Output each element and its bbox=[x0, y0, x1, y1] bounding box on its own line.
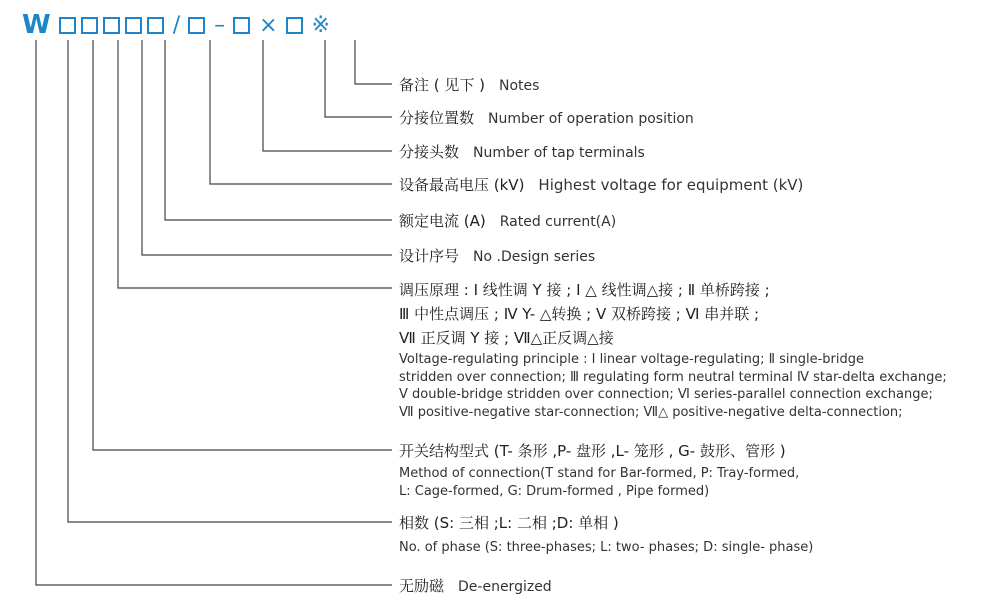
leader-principle bbox=[118, 40, 392, 288]
label-principle-en bbox=[399, 351, 947, 421]
current-en: Rated current(A) bbox=[499, 214, 617, 230]
label-design bbox=[399, 245, 595, 266]
label-taps bbox=[399, 141, 645, 162]
label-voltage bbox=[399, 174, 803, 195]
deenergized-en: De-energized bbox=[458, 579, 552, 595]
positions-en: Number of operation position bbox=[488, 111, 694, 127]
phase-cn: 相数 (S: 三相 ;L: 二相 ;D: 单相 ) bbox=[399, 514, 619, 532]
switch-en-line-1: Method of connection(T stand for Bar-formed, P: Tray-formed, bbox=[399, 466, 800, 481]
leader-voltage bbox=[210, 40, 392, 184]
label-positions bbox=[399, 107, 694, 128]
taps-cn: 分接头数 bbox=[399, 143, 460, 161]
label-principle-cn bbox=[399, 278, 770, 350]
phase-en: No. of phase (S: three-phases; L: two- phases; D: single- phase) bbox=[399, 540, 814, 555]
code-prefix: W bbox=[22, 10, 51, 40]
design-cn: 设计序号 bbox=[399, 247, 460, 265]
principle-en-line-2: stridden over connection; Ⅲ regulating form neutral terminal Ⅳ star-delta exchange; bbox=[399, 369, 947, 385]
principle-cn-line-2: Ⅲ 中性点调压 ; Ⅳ Y- △转换 ; Ⅴ 双桥跨接 ; Ⅵ 串并联 ; bbox=[399, 305, 760, 323]
leader-switch bbox=[93, 40, 392, 450]
leader-deenergized bbox=[36, 40, 392, 585]
code-times: × bbox=[259, 12, 278, 38]
voltage-en: Highest voltage for equipment (kV) bbox=[538, 176, 804, 194]
label-switch-en bbox=[399, 465, 799, 500]
taps-en: Number of tap terminals bbox=[473, 145, 645, 161]
leader-current bbox=[165, 40, 392, 220]
label-phase-cn bbox=[399, 512, 619, 533]
label-deenergized bbox=[399, 575, 552, 596]
switch-cn: 开关结构型式 (T- 条形 ,P- 盘形 ,L- 笼形 , G- 鼓形、管形 ) bbox=[399, 442, 786, 460]
switch-en-line-2: L: Cage-formed, G: Drum-formed , Pipe formed) bbox=[399, 483, 710, 499]
code-note-symbol: ※ bbox=[311, 12, 330, 38]
principle-en-line-1: Voltage-regulating principle : Ⅰ linear voltage-regulating; Ⅱ single-bridge bbox=[399, 352, 865, 367]
label-switch-cn bbox=[399, 440, 786, 461]
principle-cn-line-1: 调压原理 : Ⅰ 线性调 Y 接 ; Ⅰ △ 线性调△接 ; Ⅱ 单桥跨接 ; bbox=[399, 281, 770, 299]
notes-en: Notes bbox=[499, 78, 540, 94]
label-phase-en bbox=[399, 539, 813, 557]
leader-taps bbox=[263, 40, 392, 151]
leader-positions bbox=[325, 40, 392, 117]
notes-cn: 备注 ( 见下 ) bbox=[399, 76, 486, 94]
label-current bbox=[399, 210, 616, 231]
voltage-cn: 设备最高电压 (kV) bbox=[399, 176, 525, 194]
principle-en-line-3: Ⅴ double-bridge stridden over connection; Ⅵ series-parallel connection exchange; bbox=[399, 387, 933, 402]
code-dash: – bbox=[214, 12, 226, 38]
code-slash: / bbox=[172, 12, 181, 38]
label-notes bbox=[399, 74, 539, 95]
deenergized-cn: 无励磁 bbox=[399, 577, 445, 595]
leader-notes bbox=[355, 40, 392, 84]
design-en: No .Design series bbox=[473, 249, 596, 265]
positions-cn: 分接位置数 bbox=[399, 109, 475, 127]
current-cn: 额定电流 (A) bbox=[399, 212, 486, 230]
principle-cn-line-3: Ⅶ 正反调 Y 接 ; Ⅶ△正反调△接 bbox=[399, 329, 614, 347]
principle-en-line-4: Ⅶ positive-negative star-connection; Ⅶ△ positive-negative delta-connection; bbox=[399, 404, 903, 420]
